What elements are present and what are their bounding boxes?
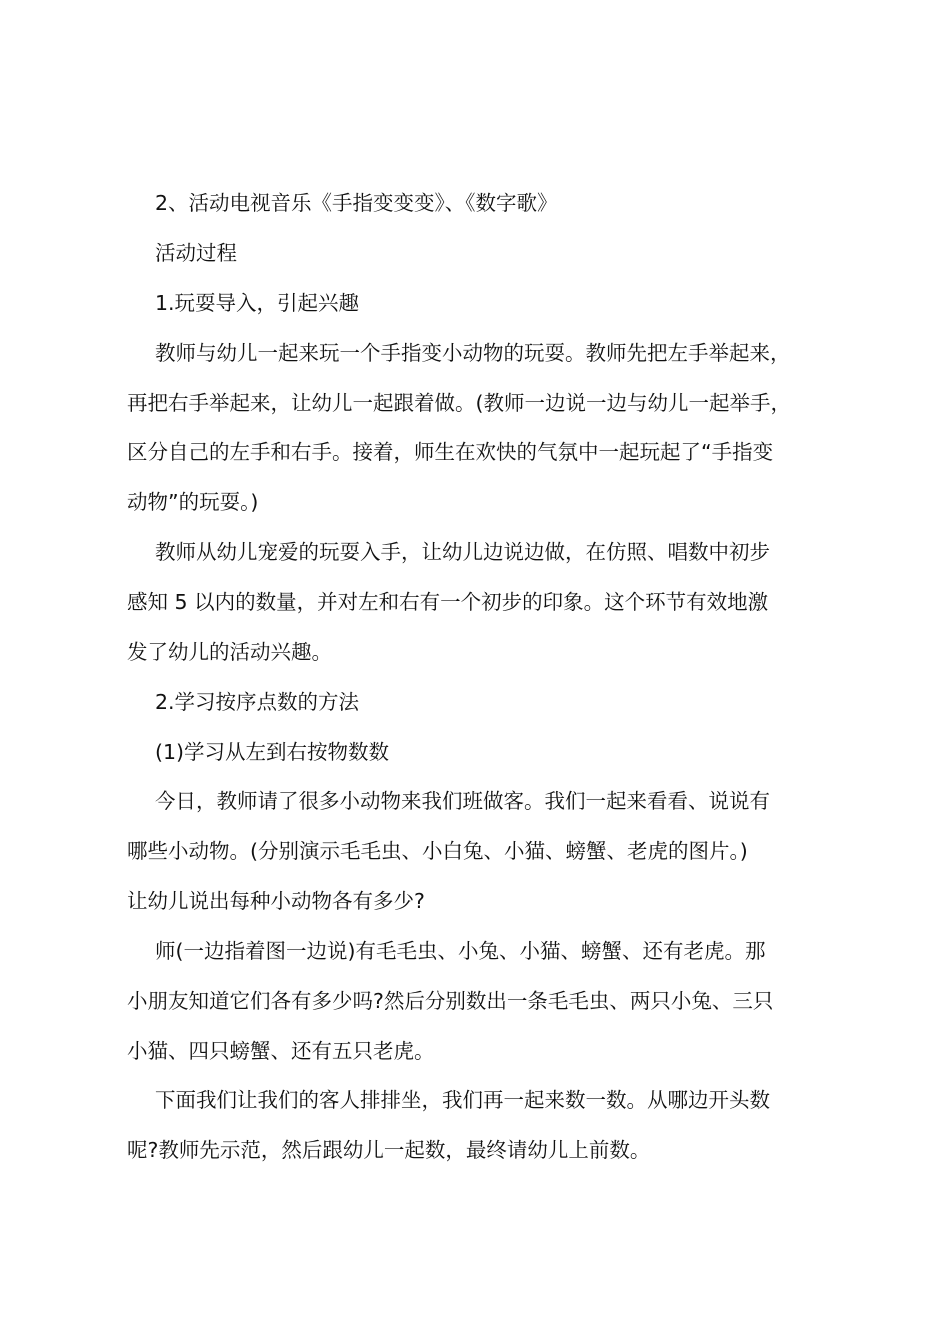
heading-activity-process: 活动过程 [155, 241, 237, 265]
paragraph-line: 再把右手举起来，让幼儿一起跟着做。(教师一边说一边与幼儿一起举手， [127, 391, 791, 415]
paragraph-line: 动物”的玩耍。) [127, 490, 259, 514]
paragraph-line: 区分自己的左手和右手。接着，师生在欢快的气氛中一起玩起了“手指变 [127, 440, 774, 464]
paragraph-line: 下面我们让我们的客人排排坐，我们再一起来数一数。从哪边开头数 [155, 1088, 770, 1112]
paragraph-line: 今日，教师请了很多小动物来我们班做客。我们一起来看看、说说有 [155, 789, 770, 813]
paragraph-line: 发了幼儿的活动兴趣。 [127, 640, 332, 664]
paragraph-line: 让幼儿说出每种小动物各有多少? [127, 889, 425, 913]
heading-step-1: 1.玩耍导入，引起兴趣 [155, 291, 360, 315]
paragraph-line: 教师与幼儿一起来玩一个手指变小动物的玩耍。教师先把左手举起来， [155, 341, 791, 365]
paragraph-line: 哪些小动物。(分别演示毛毛虫、小白兔、小猫、螃蟹、老虎的图片。) [127, 839, 748, 863]
paragraph-line: 教师从幼儿宠爱的玩耍入手，让幼儿边说边做，在仿照、唱数中初步 [155, 540, 770, 564]
paragraph-line: 呢?教师先示范，然后跟幼儿一起数，最终请幼儿上前数。 [127, 1138, 651, 1162]
paragraph-line: 师(一边指着图一边说)有毛毛虫、小兔、小猫、螃蟹、还有老虎。那 [155, 939, 766, 963]
heading-substep-1: (1)学习从左到右按物数数 [155, 740, 390, 764]
paragraph-line: 小猫、四只螃蟹、还有五只老虎。 [127, 1039, 435, 1063]
paragraph-line: 感知 5 以内的数量，并对左和右有一个初步的印象。这个环节有效地激 [127, 590, 769, 614]
paragraph-line: 小朋友知道它们各有多少吗?然后分别数出一条毛毛虫、两只小兔、三只 [127, 989, 774, 1013]
heading-step-2: 2.学习按序点数的方法 [155, 690, 360, 714]
heading-materials: 2、活动电视音乐《手指变变变》、《数字歌》 [155, 191, 558, 215]
